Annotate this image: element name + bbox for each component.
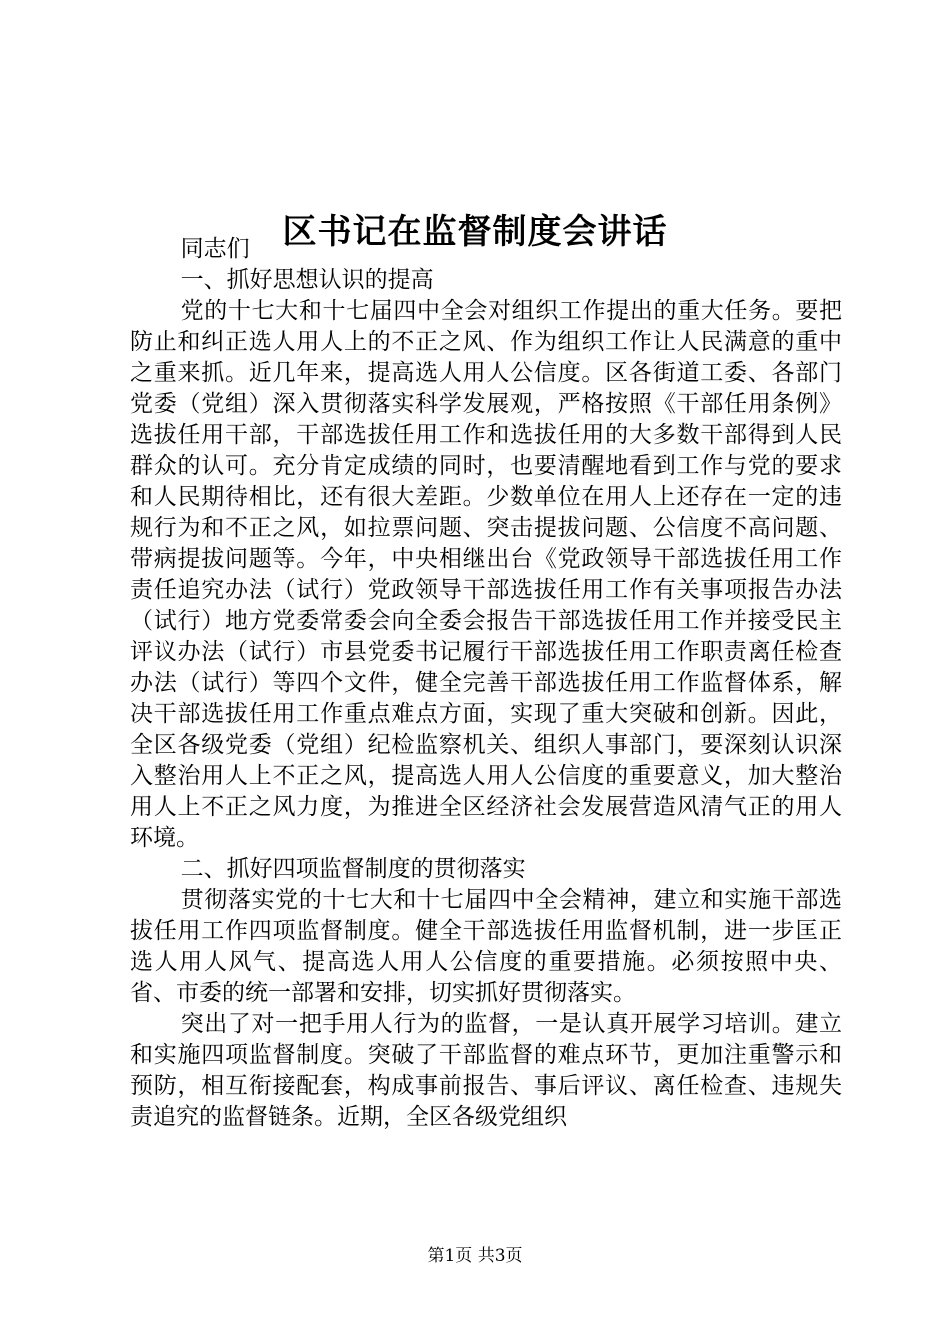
page-number-footer: 第1页 共3页 (427, 1246, 523, 1266)
section-heading-2: 二、抓好四项监督制度的贯彻落实 (180, 856, 526, 882)
document-body (130, 234, 842, 1133)
body-paragraph: 党的十七大和十七届四中全会对组织工作提出的重大任务。要把防止和纠正选人用人上的不正之风、作为组织工作让人民满意的重中之重来抓。近几年来，提高选人用人公信度。区各街道工委、各部门党委（党组）深入贯彻落实科学发展观，严格按照《干部任用条例》选拔任用干部，干部选拔任用工作和选拔任用的大多数干部得到人民群众的认可。充分肯定成绩的同时，也要清醒地看到工作与党的要求和人民期待相比，还有很大差距。少数单位在用人上还存在一定的违规行为和不正之风，如拉票问题、突击提拔问题、公信度不高问题、带病提拔问题等。今年，中央相继出台《党政领导干部选拔任用工作责任追究办法（试行）党政领导干部选拔任用工作有关事项报告办法（试行）地方党委常委会向全委会报告干部选拔任用工作并接受民主评议办法（试行）市县党委书记履行干部选拔任用工作职责离任检查办法（试行）等四个文件，健全完善干部选拔任用工作监督体系，解决干部选拔任用工作重点难点方面，实现了重大突破和创新。因此，全区各级党委（党组）纪检监察机关、组织人事部门，要深刻认识深入整治用人上不正之风，提高选人用人公信度的重要意义，加大整治用人上不正之风力度，为推进全区经济社会发展营造风清气正的用人环境。 (130, 298, 842, 851)
body-paragraph: 突出了对一把手用人行为的监督，一是认真开展学习培训。建立和实施四项监督制度。突破了干部监督的难点环节，更加注重警示和预防，相互衔接配套，构成事前报告、事后评议、离任检查、违规失责追究的监督链条。近期，全区各级党组织 (130, 1011, 842, 1130)
body-paragraph: 贯彻落实党的十七大和十七届四中全会精神，建立和实施干部选拔任用工作四项监督制度。健全干部选拔任用监督机制，进一步匡正选人用人风气、提高选人用人公信度的重要措施。必须按照中央、省、市委的统一部署和安排，切实抓好贯彻落实。 (130, 887, 842, 1006)
document-title: 区书记在监督制度会讲话 (282, 211, 668, 252)
section-heading-1: 一、抓好思想认识的提高 (180, 267, 434, 293)
salutation: 同志们 (180, 236, 250, 262)
